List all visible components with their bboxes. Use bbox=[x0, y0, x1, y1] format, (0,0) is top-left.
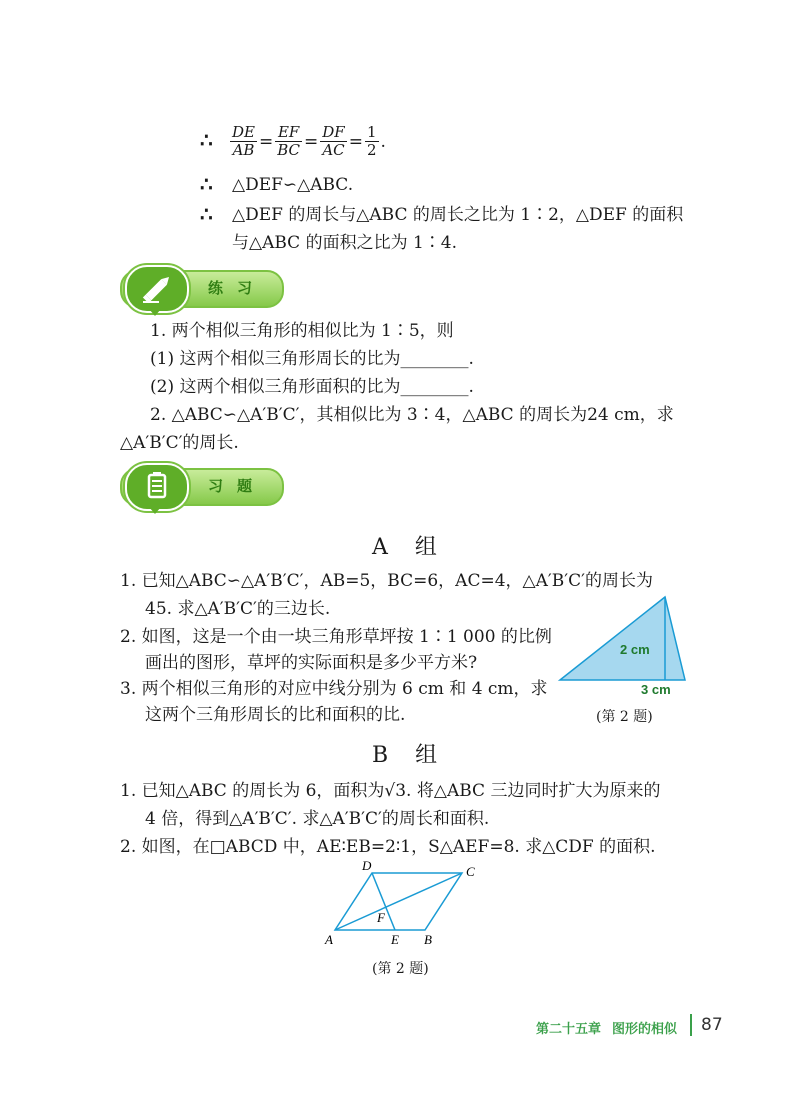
exercise-b1-cont: 4 倍，得到△A′B′C′. 求△A′B′C′的周长和面积. bbox=[145, 809, 490, 829]
base-label: 3 cm bbox=[641, 682, 671, 697]
triangle-shape bbox=[560, 597, 685, 680]
practice-q1-part2: (2) 这两个相似三角形面积的比为________. bbox=[150, 377, 474, 397]
exercises-banner-label: 习题 bbox=[208, 477, 267, 495]
vertex-d-label: D bbox=[362, 860, 372, 873]
vertex-e-label: E bbox=[391, 932, 399, 947]
practice-q2-cont: △A′B′C′的周长. bbox=[120, 433, 239, 453]
therefore-symbol: ∴ bbox=[200, 202, 213, 226]
vertex-b-label: B bbox=[424, 932, 432, 947]
group-b-title: B 组 bbox=[372, 743, 448, 768]
exercise-a1: 1. 已知△ABC∽△A′B′C′，AB=5，BC=6，AC=4，△A′B′C′的周长为 bbox=[120, 571, 653, 591]
proof-similarity-line: △DEF∽△ABC. bbox=[232, 175, 354, 195]
exercises-banner-badge bbox=[125, 463, 189, 511]
triangle-figure bbox=[555, 592, 695, 702]
exercise-a2: 2. 如图，这是一个由一块三角形草坪按 1∶1 000 的比例 bbox=[120, 627, 552, 647]
ratio-equation: $\frac{DE}{AB}$ = $\frac{EF}{BC}$ = $\frac{DF}{AC}$ = $\frac{1}{2}$ . bbox=[232, 123, 386, 159]
practice-banner-label: 练习 bbox=[208, 279, 267, 297]
group-a-title: A 组 bbox=[372, 535, 447, 560]
exercise-a3-cont: 这两个三角形周长的比和面积的比. bbox=[145, 705, 406, 725]
proof-ratio-line-cont: 与△ABC 的面积之比为 1∶4. bbox=[232, 233, 458, 253]
height-label: 2 cm bbox=[620, 642, 650, 657]
therefore-symbol: ∴ bbox=[200, 128, 213, 152]
exercise-a2-cont: 画出的图形，草坪的实际面积是多少平方米? bbox=[145, 653, 478, 673]
exercise-b1: 1. 已知△ABC 的周长为 6，面积为√3. 将△ABC 三边同时扩大为原来的 bbox=[120, 781, 661, 801]
practice-banner-badge bbox=[125, 265, 189, 313]
point-f-label: F bbox=[377, 910, 385, 925]
parallelogram-figure bbox=[320, 860, 490, 950]
vertex-a-label: A bbox=[325, 932, 333, 947]
page-number: 87 bbox=[701, 1015, 723, 1035]
pencil-icon bbox=[127, 267, 187, 311]
figure-b2-caption: (第 2 题) bbox=[372, 961, 429, 977]
practice-q1: 1. 两个相似三角形的相似比为 1∶5，则 bbox=[150, 321, 454, 341]
notepad-icon bbox=[127, 465, 187, 509]
fraction-df-ac: $\frac{DF}{AC}$ bbox=[322, 123, 345, 159]
proof-ratio-line: △DEF 的周长与△ABC 的周长之比为 1∶2，△DEF 的面积 bbox=[232, 205, 684, 225]
practice-q1-part1: (1) 这两个相似三角形周长的比为________. bbox=[150, 349, 474, 369]
exercise-b2: 2. 如图，在□ABCD 中，AE∶EB=2∶1，S△AEF=8. 求△CDF 的面积. bbox=[120, 837, 656, 857]
vertex-c-label: C bbox=[466, 864, 475, 879]
practice-banner-tip bbox=[149, 309, 161, 316]
therefore-symbol: ∴ bbox=[200, 172, 213, 196]
exercises-banner-tip bbox=[149, 507, 161, 514]
fraction-one-half: $\frac{1}{2}$ bbox=[366, 123, 377, 159]
exercise-a3: 3. 两个相似三角形的对应中线分别为 6 cm 和 4 cm，求 bbox=[120, 679, 548, 699]
fraction-de-ab: $\frac{DE}{AB}$ bbox=[232, 123, 255, 159]
footer-title: 图形的相似 bbox=[612, 1022, 678, 1037]
practice-q2: 2. △ABC∽△A′B′C′，其相似比为 3∶4，△ABC 的周长为24 cm，求 bbox=[150, 405, 674, 425]
footer-divider bbox=[690, 1014, 692, 1036]
exercise-a1-cont: 45. 求△A′B′C′的三边长. bbox=[145, 599, 331, 619]
fraction-ef-bc: $\frac{EF}{BC}$ bbox=[277, 123, 301, 159]
figure-a2-caption: (第 2 题) bbox=[596, 709, 653, 725]
footer-chapter: 第二十五章 bbox=[536, 1022, 602, 1037]
